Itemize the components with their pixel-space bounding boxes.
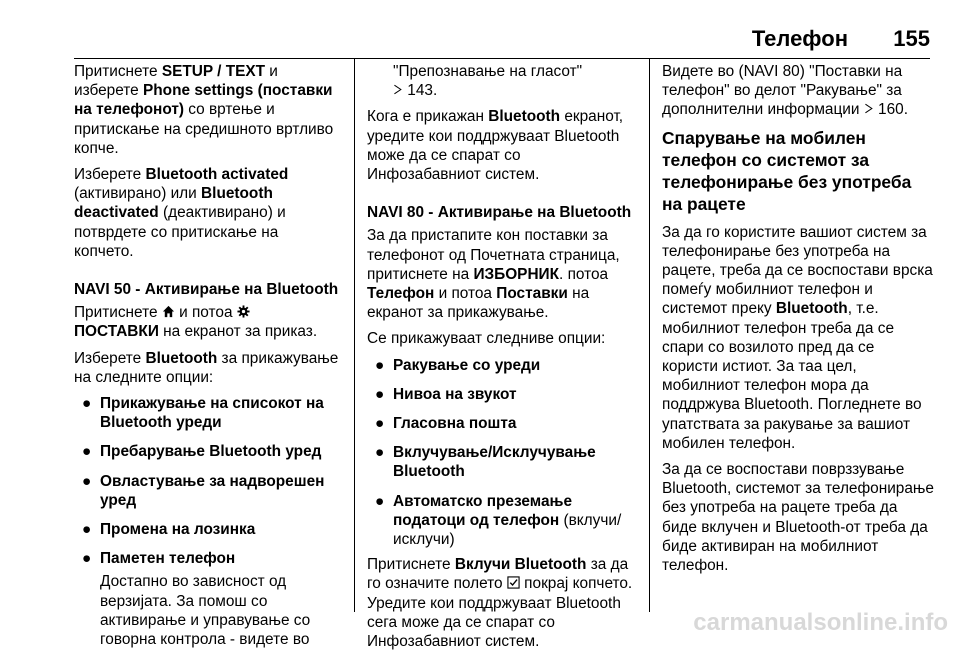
watermark: carmanualsonline.info [693,609,948,636]
checkbox-checked-icon [507,576,520,589]
heading-navi50: NAVI 50 - Активирање на Bluetooth [74,281,339,299]
navi50-options-list [74,394,342,568]
page-ref-icon [864,102,874,115]
list-item: ● Вклучување/Исклучување Bluetooth [375,444,596,481]
header-rule [74,58,930,59]
paragraph-connect-bt: За да се воспостави поврззување Bluetooth, системот за телефонирање без употреба на рацете треба да биде вклучен и Bluetooth-от треба да биде активиран на мобилниот телефон. [662,461,934,575]
smartphone-note: Достапно во зависност од верзијата. За помош со активирање и управување со говорна контрола - видете во [100,573,311,649]
heading-pairing: Спарување на мобилен телефон со системот за телефонирање без употреба на рацете [662,127,912,214]
list-item: ● Прикажување на списокот на Bluetooth уреди [82,395,324,432]
paragraph-select-bt: Изберете Bluetooth activated (активирано) или Bluetooth deactivated (деактивирано) и потврдете со притискање на копчето. [74,166,289,260]
paragraph-bt-screen: Кога е прикажан Bluetooth екранот, уредите кои поддржуваат Bluetooth може да се спарат со Инфозабавниот систем. [367,108,624,184]
column-1 [74,62,342,656]
list-item: ● Автоматско преземање податоци од телефон (вклучи/ исклучи) [375,492,622,549]
column-3 [662,62,934,582]
page-header [74,26,930,56]
paragraph-pairing-info: За да го користите вашиот систем за телефонирање без употреба на рацете, треба да се воспостави врска помеѓу мобилниот телефон и системот преку Bluetooth, т.е. мобилниот телефон треба да се спари со возилото пред да се користи истиот. За таа цел, мобилниот телефон мора да поддржува Bluetooth. Погледнете во упатствата за ракување за вашиот мобилен телефон. [662,223,933,452]
page-ref[interactable]: 143 [407,82,433,100]
paragraph-press-home: Притиснете и потоа ПОСТАВКИ на екранот за приказ. [74,304,318,341]
home-icon [162,305,175,318]
list-item: ● Ракување со уреди [375,356,541,374]
paragraph-select-bt-options: Изберете Bluetooth за прикажување на следните опции: [74,349,339,386]
list-item: ● Промена на лозинка [82,521,256,539]
paragraph-access-settings: За да пристапите кон поставки за телефонот од Почетната страница, притиснете на ИЗБОРНИК. потоа Телефон и потоа Поставки на екранот за прикажување. [367,227,620,322]
paragraph-enable-bt: Притиснете Вклучи Bluetooth за да го означите полето покрај копчето. Уредите кои поддржуваат Bluetooth сега може да се спарат со Инфозабавниот систем. [367,556,633,651]
list-item: ● Гласовна пошта [375,415,517,433]
paragraph-options-intro: Се прикажуваат следниве опции: [367,330,606,348]
list-item: ● Нивоа на звукот [375,385,517,403]
page-number: 155 [893,26,930,51]
column-divider-1 [354,58,355,612]
paragraph-setup: Притиснете SETUP / TEXT и изберете Phone settings (поставки на телефонот) со вртење и притискање на средишното вртливо копче. [74,63,334,157]
column-divider-2 [649,58,650,612]
page-ref-icon [393,83,403,96]
gear-icon [237,305,250,318]
list-item: ● Паметен телефон [82,550,236,568]
list-item: ● Овластување за надворешен уред [82,472,325,509]
page-title: Телефон [751,26,848,51]
list-item: ● Пребарување Bluetooth уред [82,443,322,461]
paragraph-voice-ref: "Препознавање на гласот" 143. [393,63,583,100]
navi80-options-list [367,356,635,550]
page-ref[interactable]: 160 [878,101,904,119]
paragraph-see-navi80: Видете во (NAVI 80) "Поставки на телефон" во делот "Ракување" за дополнителни информации 160. [662,63,909,119]
column-2 [367,62,635,658]
heading-navi80: NAVI 80 - Активирање на Bluetooth [367,204,632,222]
